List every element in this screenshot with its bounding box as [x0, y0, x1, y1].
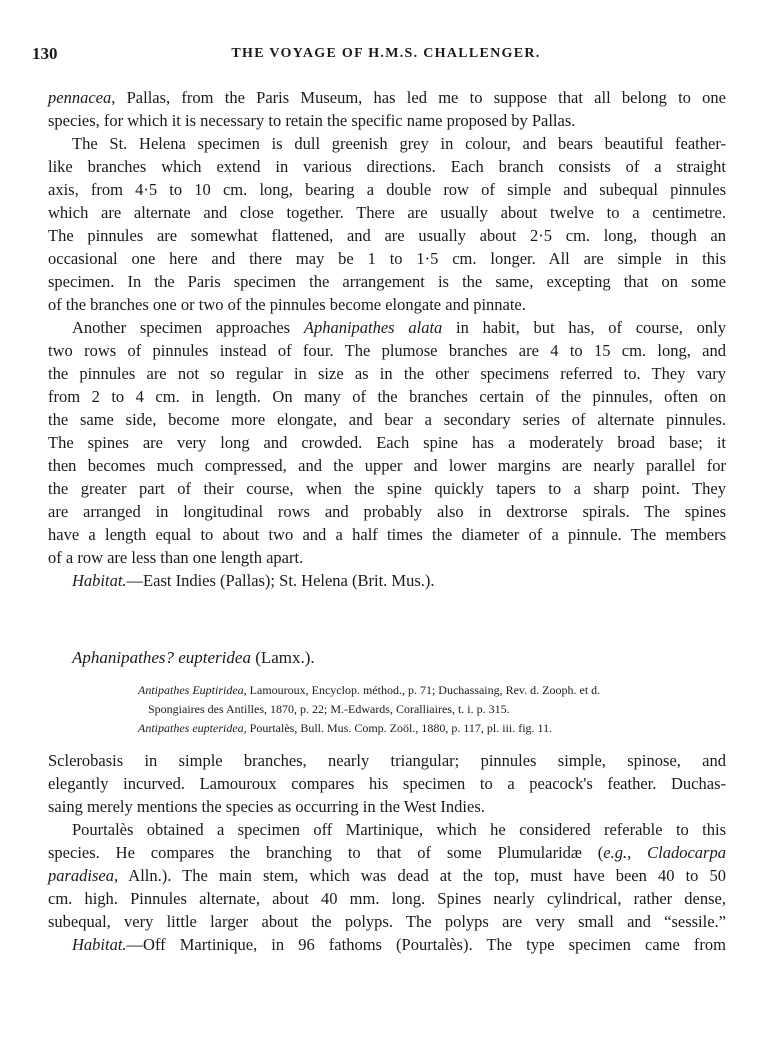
text-run: cm. high. Pinnules alternate, about 40 mm. long. Spines nearly cylindrical, rather dense,: [48, 889, 726, 908]
page-number: 130: [32, 44, 58, 63]
text-line: [48, 569, 726, 592]
text-line: [48, 270, 726, 293]
italic-text: Antipathes Euptiridea: [138, 683, 244, 697]
text-line: [48, 933, 726, 956]
text-line: [48, 772, 726, 795]
text-run: species. He compares the branching to that of some Plumularidæ (: [48, 843, 604, 862]
text-line: [48, 86, 726, 109]
text-run: —Off Martinique, in 96 fathoms (Pourtalès). The type specimen came from: [126, 935, 726, 954]
text-run: Another specimen approaches: [72, 318, 304, 337]
text-run: Pourtalès obtained a specimen off Martinique, which he considered referable to this: [72, 820, 726, 839]
text-line: [48, 132, 726, 155]
text-run: of the branches one or two of the pinnules become elongate and pinnate.: [48, 295, 526, 314]
text-line: [48, 749, 726, 772]
text-line: [48, 155, 726, 178]
italic-text: pennacea: [48, 88, 112, 107]
text-run: specimen. In the Paris specimen the arrangement is the same, excepting that on some: [48, 272, 726, 291]
text-run: , Pallas, from the Paris Museum, has led me to suppose that all belong to one: [111, 88, 726, 107]
text-line: [48, 841, 726, 864]
text-run: subequal, very little larger about the polyps. The polyps are very small and “sessile.”: [48, 912, 726, 931]
text-line: [48, 454, 726, 477]
text-line: [48, 523, 726, 546]
text-run: the same side, become more elongate, and bear a secondary series of alternate pinnules.: [48, 410, 726, 429]
text-run: The pinnules are somewhat flattened, and are usually about 2·5 cm. long, though an: [48, 226, 726, 245]
text-run: , Lamouroux, Encyclop. méthod., p. 71; Duchassaing, Rev. d. Zooph. et d.: [243, 683, 601, 697]
text-run: in habit, but has, of course, only: [442, 318, 726, 337]
text-line: [48, 201, 726, 224]
text-line: [48, 109, 726, 132]
text-run: , Pourtalès, Bull. Mus. Comp. Zoöl., 1880, p. 117, pl. iii. fig. 11.: [243, 721, 553, 735]
text-run: of a row are less than one length apart.: [48, 548, 304, 567]
text-line: [48, 818, 726, 841]
text-run: which are alternate and close together. There are usually about twelve to a centimetre.: [48, 203, 726, 222]
text-run: the pinnules are not so regular in size as in the other specimens referred to. They vary: [48, 364, 726, 383]
text-run: Sclerobasis in simple branches, nearly triangular; pinnules simple, spinose, and: [48, 751, 726, 770]
text-line: [48, 431, 726, 454]
text-run: (Lamx.).: [250, 648, 315, 667]
text-line: [48, 500, 726, 523]
italic-text: Aphanipathes? eupteridea: [72, 648, 251, 667]
text-line: [48, 546, 726, 569]
italic-text: Aphanipathes alata: [303, 318, 443, 337]
text-line: [138, 700, 726, 719]
text-run: elegantly incurved. Lamouroux compares his specimen to a peacock's feather. Duchas-: [48, 774, 726, 793]
italic-text: Habitat.: [72, 571, 127, 590]
text-line: [48, 408, 726, 431]
text-run: then becomes much compressed, and the upper and lower margins are nearly parallel for: [48, 456, 726, 475]
text-line: [48, 910, 726, 933]
text-line: [48, 362, 726, 385]
text-block-lower: [48, 749, 726, 956]
text-line: [48, 293, 726, 316]
text-run: have a length equal to about two and a half times the diameter of a pinnule. The members: [48, 525, 726, 544]
text-line: [48, 247, 726, 270]
text-line: [48, 224, 726, 247]
text-run: The spines are very long and crowded. Each spine has a moderately broad base; it: [48, 433, 726, 452]
text-run: The St. Helena specimen is dull greenish grey in colour, and bears beautiful feather-: [72, 134, 726, 153]
text-run: the greater part of their course, when the spine quickly tapers to a sharp point. They: [48, 479, 726, 498]
text-line: [48, 887, 726, 910]
text-line: [48, 795, 726, 818]
text-run: Spongiaires des Antilles, 1870, p. 22; M.-Edwards, Coralliaires, t. i. p. 315.: [148, 702, 510, 716]
text-run: , Alln.). The main stem, which was dead at the top, must have been 40 to 50: [114, 866, 726, 885]
text-run: species, for which it is necessary to retain the specific name proposed by Pallas.: [48, 111, 576, 130]
italic-text: Habitat.: [72, 935, 127, 954]
text-run: are arranged in longitudinal rows and probably also in dextrorse spirals. The spines: [48, 502, 726, 521]
text-line: [48, 385, 726, 408]
text-run: axis, from 4·5 to 10 cm. long, bearing a double row of simple and subequal pinnules: [48, 180, 726, 199]
text-line: [48, 178, 726, 201]
text-run: from 2 to 4 cm. in length. On many of the branches certain of the pinnules, often on: [48, 387, 726, 406]
text-line: [138, 681, 726, 700]
text-line: [48, 316, 726, 339]
running-title: THE VOYAGE OF H.M.S. CHALLENGER.: [231, 46, 541, 61]
text-line: [48, 339, 726, 362]
text-line: [48, 864, 726, 887]
text-run: saing merely mentions the species as occurring in the West Indies.: [48, 797, 485, 816]
page-header: [32, 44, 740, 68]
text-line: [48, 477, 726, 500]
text-run: occasional one here and there may be 1 to 1·5 cm. longer. All are simple in this: [48, 249, 726, 268]
text-line: [138, 719, 726, 738]
italic-text: Antipathes eupteridea: [138, 721, 244, 735]
italic-text: paradisea: [48, 866, 114, 885]
italic-text: e.g., Cladocarpa: [603, 843, 726, 862]
text-run: like branches which extend in various directions. Each branch consists of a straight: [48, 157, 726, 176]
text-block-upper: [48, 86, 726, 592]
text-run: two rows of pinnules instead of four. The plumose branches are 4 to 15 cm. long, and: [48, 341, 726, 360]
species-heading: [72, 648, 315, 668]
synonymy-references: [138, 681, 726, 738]
text-run: —East Indies (Pallas); St. Helena (Brit. Mus.).: [126, 571, 435, 590]
